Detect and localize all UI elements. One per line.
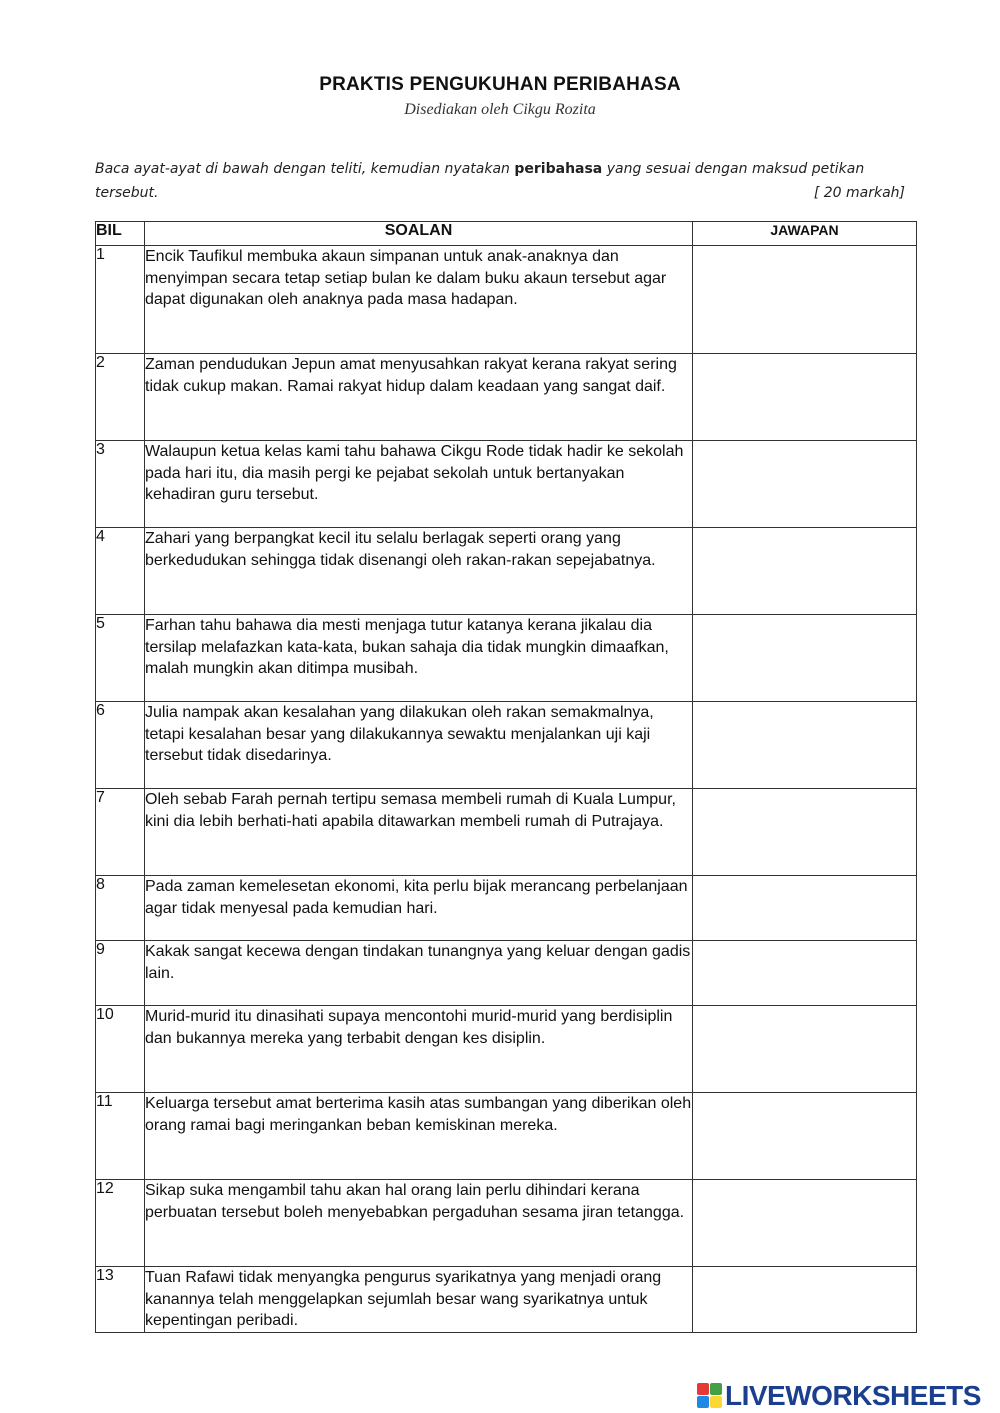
table-row (96, 702, 917, 789)
total-marks: [ 20 markah] (813, 185, 905, 201)
answer-field[interactable] (693, 354, 917, 441)
logo-square (697, 1383, 709, 1395)
question-table (95, 221, 917, 1333)
answer-field[interactable] (693, 702, 917, 789)
question-number: 2 (96, 354, 145, 441)
instructions-line-2 (95, 181, 905, 205)
question-number: 4 (96, 528, 145, 615)
question-text: Zaman pendudukan Jepun amat menyusahkan rakyat kerana rakyat sering tidak cukup makan. Ramai rakyat hidup dalam keadaan yang sangat daif. (145, 354, 693, 441)
answer-field[interactable] (693, 941, 917, 1006)
answer-field[interactable] (693, 1093, 917, 1180)
header-jawapan: JAWAPAN (693, 222, 917, 246)
table-row (96, 941, 917, 1006)
header-soalan: SOALAN (145, 222, 693, 246)
question-text: Walaupun ketua kelas kami tahu bahawa Cikgu Rode tidak hadir ke sekolah pada hari itu, dia masih pergi ke pejabat sekolah untuk bertanyakan kehadiran guru tersebut. (145, 441, 693, 528)
instructions-text-2: yang sesuai dengan maksud petikan (602, 161, 865, 177)
table-row (96, 789, 917, 876)
table-row (96, 615, 917, 702)
question-text: Murid-murid itu dinasihati supaya mencontohi murid-murid yang berdisiplin dan bukannya mereka yang terbabit dengan kes disiplin. (145, 1006, 693, 1093)
question-number: 9 (96, 941, 145, 1006)
question-text: Sikap suka mengambil tahu akan hal orang lain perlu dihindari kerana perbuatan tersebut boleh menyebabkan pergaduhan sesama jiran tetangga. (145, 1180, 693, 1267)
answer-field[interactable] (693, 441, 917, 528)
table-row (96, 354, 917, 441)
question-text: Tuan Rafawi tidak menyangka pengurus syarikatnya yang menjadi orang kanannya telah menggelapkan sejumlah besar wang syarikatnya untuk kepentingan peribadi. (145, 1267, 693, 1333)
table-row (96, 1093, 917, 1180)
answer-field[interactable] (693, 528, 917, 615)
table-row (96, 441, 917, 528)
logo-text: LIVEWORKSHEETS (725, 1380, 981, 1411)
logo-square (710, 1396, 722, 1408)
table-row (96, 1180, 917, 1267)
answer-field[interactable] (693, 1267, 917, 1333)
table-row (96, 1006, 917, 1093)
question-number: 5 (96, 615, 145, 702)
header-bil: BIL (96, 222, 145, 246)
table-row (96, 1267, 917, 1333)
question-number: 3 (96, 441, 145, 528)
question-number: 1 (96, 246, 145, 354)
instructions-text-1: Baca ayat-ayat di bawah dengan teliti, kemudian nyatakan (95, 161, 515, 177)
liveworksheets-logo-icon (697, 1383, 723, 1409)
answer-field[interactable] (693, 1180, 917, 1267)
liveworksheets-logo (697, 1380, 981, 1412)
question-text: Encik Taufikul membuka akaun simpanan untuk anak-anaknya dan menyimpan secara tetap setiap bulan ke dalam buku akaun tersebut agar dapat digunakan oleh anaknya pada masa hadapan. (145, 246, 693, 354)
table-row (96, 528, 917, 615)
answer-field[interactable] (693, 246, 917, 354)
answer-field[interactable] (693, 789, 917, 876)
logo-square (710, 1383, 722, 1395)
logo-square (697, 1396, 709, 1408)
question-text: Kakak sangat kecewa dengan tindakan tunangnya yang keluar dengan gadis lain. (145, 941, 693, 1006)
question-number: 8 (96, 876, 145, 941)
table-row (96, 876, 917, 941)
page-subtitle: Disediakan oleh Cikgu Rozita (404, 101, 596, 118)
question-text: Keluarga tersebut amat berterima kasih atas sumbangan yang diberikan oleh orang ramai bagi meringankan beban kemiskinan mereka. (145, 1093, 693, 1180)
question-text: Oleh sebab Farah pernah tertipu semasa membeli rumah di Kuala Lumpur, kini dia lebih berhati-hati apabila ditawarkan membeli rumah di Putrajaya. (145, 789, 693, 876)
question-number: 7 (96, 789, 145, 876)
answer-field[interactable] (693, 1006, 917, 1093)
question-number: 13 (96, 1267, 145, 1333)
instructions-keyword: peribahasa (514, 161, 603, 177)
instructions-text-3: tersebut. (95, 185, 159, 201)
question-text: Farhan tahu bahawa dia mesti menjaga tutur katanya kerana jikalau dia tersilap melafazkan kata-kata, bukan sahaja dia tidak mungkin dimaafkan, malah mungkin akan ditimpa musibah. (145, 615, 693, 702)
page-title: PRAKTIS PENGUKUHAN PERIBAHASA (319, 74, 681, 95)
answer-field[interactable] (693, 615, 917, 702)
question-text: Julia nampak akan kesalahan yang dilakukan oleh rakan semakmalnya, tetapi kesalahan besar yang dilakukannya sewaktu menjalankan uji kaji tersebut tidak disedarinya. (145, 702, 693, 789)
question-number: 10 (96, 1006, 145, 1093)
question-number: 6 (96, 702, 145, 789)
question-number: 12 (96, 1180, 145, 1267)
question-number: 11 (96, 1093, 145, 1180)
table-header-row (96, 222, 917, 246)
answer-field[interactable] (693, 876, 917, 941)
instructions-line-1 (95, 157, 905, 181)
question-text: Zahari yang berpangkat kecil itu selalu berlagak seperti orang yang berkedudukan sehingga tidak disenangi oleh rakan-rakan sepejabatnya. (145, 528, 693, 615)
question-text: Pada zaman kemelesetan ekonomi, kita perlu bijak merancang perbelanjaan agar tidak menyesal pada kemudian hari. (145, 876, 693, 941)
table-row (96, 246, 917, 354)
